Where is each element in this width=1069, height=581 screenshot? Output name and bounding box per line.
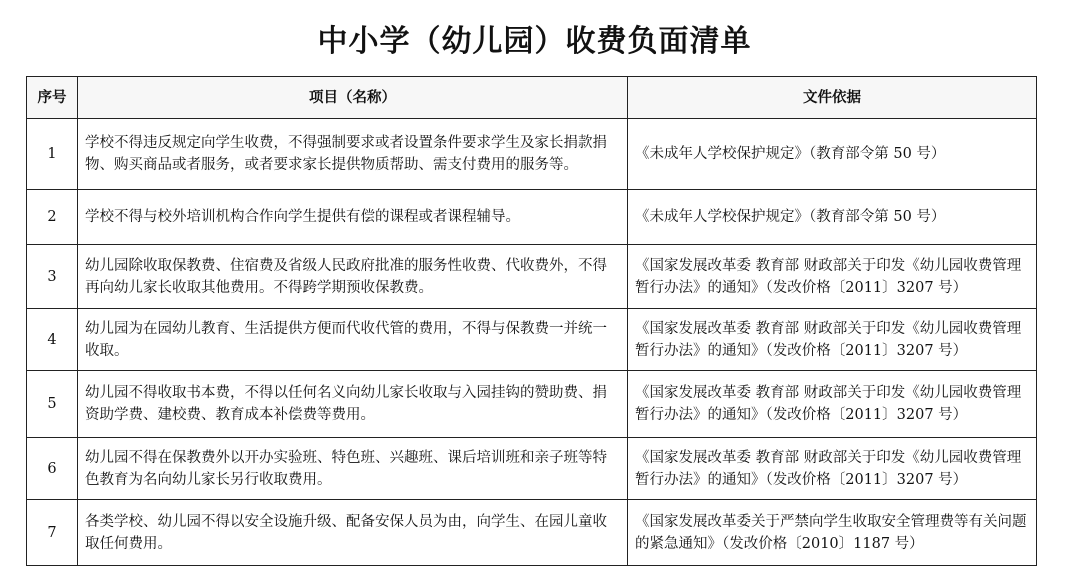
fee-negative-list-table bbox=[26, 76, 1037, 566]
header-document-basis: 文件依据 bbox=[628, 77, 1037, 119]
row-basis: 《国家发展改革委 教育部 财政部关于印发《幼儿园收费管理暂行办法》的通知》（发改价格〔2011〕3207 号） bbox=[628, 371, 1037, 438]
table-header-row bbox=[27, 77, 1037, 119]
row-item: 幼儿园为在园幼儿教育、生活提供方便而代收代管的费用，不得与保教费一并统一收取。 bbox=[78, 309, 628, 371]
row-item: 幼儿园除收取保教费、住宿费及省级人民政府批准的服务性收费、代收费外，不得再向幼儿家长收取其他费用。不得跨学期预收保教费。 bbox=[78, 245, 628, 309]
table-row bbox=[27, 371, 1037, 438]
row-item: 学校不得违反规定向学生收费，不得强制要求或者设置条件要求学生及家长捐款捐物、购买商品或者服务，或者要求家长提供物质帮助、需支付费用的服务等。 bbox=[78, 119, 628, 190]
row-item: 幼儿园不得收取书本费，不得以任何名义向幼儿家长收取与入园挂钩的赞助费、捐资助学费、建校费、教育成本补偿费等费用。 bbox=[78, 371, 628, 438]
table-row bbox=[27, 309, 1037, 371]
row-basis: 《未成年人学校保护规定》（教育部令第 50 号） bbox=[628, 190, 1037, 245]
row-item: 幼儿园不得在保教费外以开办实验班、特色班、兴趣班、课后培训班和亲子班等特色教育为名向幼儿家长另行收取费用。 bbox=[78, 438, 628, 500]
row-number: 3 bbox=[27, 245, 78, 309]
table-row bbox=[27, 190, 1037, 245]
row-basis: 《国家发展改革委 教育部 财政部关于印发《幼儿园收费管理暂行办法》的通知》（发改价格〔2011〕3207 号） bbox=[628, 309, 1037, 371]
row-number: 1 bbox=[27, 119, 78, 190]
row-basis: 《国家发展改革委 教育部 财政部关于印发《幼儿园收费管理暂行办法》的通知》（发改价格〔2011〕3207 号） bbox=[628, 245, 1037, 309]
row-number: 7 bbox=[27, 500, 78, 566]
row-basis: 《国家发展改革委关于严禁向学生收取安全管理费等有关问题的紧急通知》（发改价格〔2010〕1187 号） bbox=[628, 500, 1037, 566]
row-basis: 《国家发展改革委 教育部 财政部关于印发《幼儿园收费管理暂行办法》的通知》（发改价格〔2011〕3207 号） bbox=[628, 438, 1037, 500]
row-item: 各类学校、幼儿园不得以安全设施升级、配备安保人员为由，向学生、在园儿童收取任何费用。 bbox=[78, 500, 628, 566]
table-row bbox=[27, 438, 1037, 500]
table-row bbox=[27, 245, 1037, 309]
header-number: 序号 bbox=[27, 77, 78, 119]
row-number: 5 bbox=[27, 371, 78, 438]
row-number: 6 bbox=[27, 438, 78, 500]
header-item-name: 项目（名称） bbox=[78, 77, 628, 119]
row-basis: 《未成年人学校保护规定》（教育部令第 50 号） bbox=[628, 119, 1037, 190]
page-title: 中小学（幼儿园）收费负面清单 bbox=[317, 24, 752, 59]
row-number: 4 bbox=[27, 309, 78, 371]
table-row bbox=[27, 500, 1037, 566]
table-row bbox=[27, 119, 1037, 190]
row-item: 学校不得与校外培训机构合作向学生提供有偿的课程或者课程辅导。 bbox=[78, 190, 628, 245]
row-number: 2 bbox=[27, 190, 78, 245]
